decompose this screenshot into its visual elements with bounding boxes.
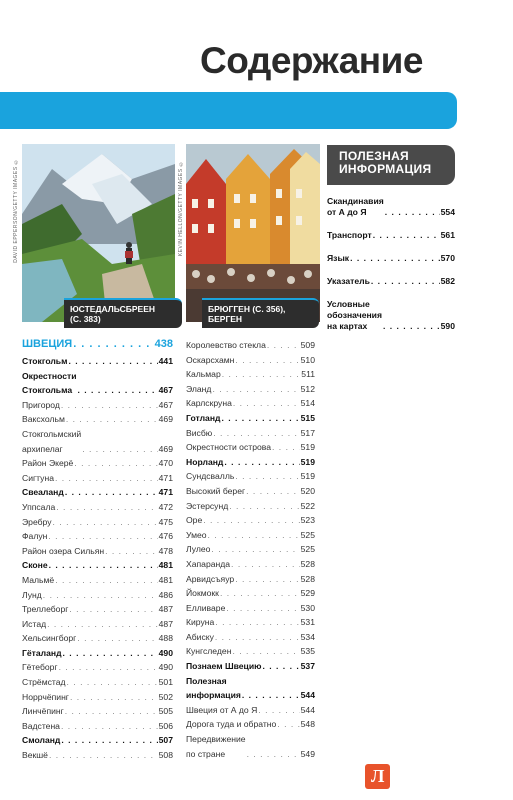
toc-entry-page: 511 [301, 369, 315, 380]
toc-leader-dots [68, 354, 157, 369]
toc-entry-label: Гётеборг [22, 662, 58, 673]
toc-entry [186, 426, 315, 441]
toc-entry [22, 485, 173, 500]
toc-entry [186, 586, 315, 601]
toc-entry [186, 411, 315, 426]
toc-leader-dots [105, 544, 158, 559]
glacier-photo [22, 144, 175, 322]
toc-entry [327, 276, 455, 287]
toc-column-middle [186, 338, 315, 761]
toc-entry [22, 646, 173, 661]
toc-leader-dots [226, 601, 299, 616]
toc-entry-page: 582 [440, 276, 455, 286]
toc-leader-dots [203, 513, 299, 528]
toc-entry-label: Готланд [186, 412, 221, 423]
toc-leader-dots [350, 253, 440, 264]
toc-entry [186, 396, 315, 411]
toc-entry-label: Эстерсунд [186, 500, 229, 511]
toc-entry-page: 537 [300, 661, 315, 672]
toc-entry [186, 353, 315, 368]
toc-entry-page: 478 [158, 545, 173, 556]
toc-entry-page: 490 [158, 662, 173, 673]
toc-leader-dots [383, 321, 440, 332]
toc-entry-label: Полезная информация [186, 675, 241, 701]
toc-entry-page: 481 [158, 560, 173, 571]
toc-entry [186, 513, 315, 528]
toc-entry-page: 548 [300, 719, 315, 730]
photo-credit-left: DAVID EPPERSON/GETTY IMAGES © [13, 158, 19, 263]
toc-entry [327, 299, 455, 332]
toc-leader-dots [231, 557, 300, 572]
toc-leader-dots [235, 572, 299, 587]
toc-leader-dots [66, 412, 158, 427]
toc-entry [186, 469, 315, 484]
toc-entry-page: 490 [158, 647, 173, 658]
toc-entry [186, 732, 315, 761]
toc-entry-label: Истад [22, 618, 47, 629]
toc-leader-dots [53, 515, 158, 530]
toc-entry [186, 659, 315, 674]
toc-entry-label: Район озера Сильян [22, 545, 105, 556]
toc-entry-page: 514 [300, 398, 315, 409]
toc-entry-label: Стрёмстад [22, 677, 66, 688]
toc-entry-label: Стокгольмский архипелаг [22, 428, 82, 454]
toc-entry-page: 530 [300, 602, 315, 613]
toc-leader-dots [61, 398, 158, 413]
toc-leader-dots [48, 529, 157, 544]
toc-entry-label: Сундсвалль [186, 471, 235, 482]
toc-entry-page: 471 [158, 487, 173, 498]
bryggen-photo [186, 144, 320, 322]
toc-leader-dots [56, 500, 157, 515]
toc-leader-dots [373, 230, 440, 241]
toc-entry-label: Познаем Швецию [186, 661, 262, 672]
toc-entry-label: Передвижение по стране [186, 734, 246, 759]
toc-leader-dots [212, 382, 299, 397]
toc-entry [186, 455, 315, 470]
toc-entry-label: Йокмокк [186, 588, 219, 599]
toc-entry-label: Лулео [186, 544, 211, 555]
toc-entry-label: Оскарсхамн [186, 354, 235, 365]
toc-entry-page: 544 [300, 704, 315, 715]
toc-entry-page: 570 [440, 253, 455, 263]
toc-entry [327, 196, 455, 218]
toc-entry-page: 507 [158, 735, 173, 746]
toc-entry-label: Елливаре [186, 602, 226, 613]
toc-entry-page: 476 [158, 531, 173, 542]
toc-entry-label: Окрестности острова [186, 442, 272, 453]
toc-entry-page: 529 [300, 588, 315, 599]
toc-entry-label: Линчёпинг [22, 706, 64, 717]
toc-entry-label: Королевство стекла [186, 340, 266, 350]
toc-leader-dots [59, 660, 158, 675]
toc-entry-page: 467 [158, 399, 173, 410]
toc-entry-page: 519 [300, 456, 315, 467]
toc-leader-dots [43, 588, 158, 603]
toc-entry [186, 615, 315, 630]
toc-entry [22, 354, 173, 369]
toc-entry [186, 484, 315, 499]
toc-entry-label: Транспорт [327, 230, 372, 240]
toc-entry-page: 469 [158, 443, 173, 454]
useful-info-tab-label: ПОЛЕЗНАЯ ИНФОРМАЦИЯ [339, 149, 432, 176]
toc-leader-dots [82, 442, 157, 457]
toc-entry [186, 367, 315, 382]
toc-entry [22, 529, 173, 544]
toc-entry-label: Хельсингборг [22, 633, 77, 644]
toc-leader-dots [221, 411, 299, 426]
toc-entry [22, 515, 173, 530]
toc-entry-label: Язык [327, 253, 350, 263]
toc-entry-label: Сконе [22, 560, 48, 571]
toc-entry [186, 382, 315, 397]
toc-entry-label: Абиску [186, 631, 214, 642]
toc-entry-page: 528 [300, 573, 315, 584]
toc-entry-label: Висбю [186, 427, 213, 438]
toc-entry-page: 561 [440, 230, 455, 240]
toc-entry [22, 558, 173, 573]
toc-leader-dots [258, 703, 299, 718]
toc-entry-page: 531 [300, 617, 315, 628]
toc-entry-label: Норрчёпинг [22, 691, 69, 702]
toc-entry [186, 557, 315, 572]
toc-entry-page: 486 [158, 589, 173, 600]
toc-entry [186, 601, 315, 616]
toc-entry-label: Уппсала [22, 501, 56, 512]
toc-entry [22, 427, 173, 456]
toc-entry-label: Стокгольм [22, 356, 68, 366]
toc-leader-dots [211, 542, 299, 557]
toc-entry-page: 517 [300, 427, 315, 438]
toc-entry-page: 467 [158, 385, 173, 396]
toc-leader-dots [208, 528, 300, 543]
toc-leader-dots [235, 353, 299, 368]
toc-entry-page: 441 [158, 356, 173, 366]
toc-entry-label: Свеаланд [22, 487, 64, 498]
toc-entry-label: Норланд [186, 456, 224, 467]
toc-entry-label: Хапаранда [186, 558, 231, 569]
toc-leader-dots [262, 659, 299, 674]
toc-entry-page: 512 [300, 383, 315, 394]
toc-leader-dots [246, 484, 300, 499]
toc-entry-page: 523 [300, 515, 315, 526]
toc-entry-page: 438 [154, 338, 173, 350]
caption-left-text: ЮСТЕДАЛЬСБРЕЕН (С. 383) [70, 304, 155, 324]
toc-entry-page: 554 [440, 207, 455, 217]
toc-entry [22, 617, 173, 632]
toc-entry [22, 573, 173, 588]
toc-entry-label: Вадстена [22, 720, 60, 731]
toc-leader-dots [233, 396, 300, 411]
header-accent-bar [0, 92, 457, 129]
toc-entry-page: 502 [158, 691, 173, 702]
toc-entry-label: Эланд [186, 383, 212, 394]
toc-entry-label: Эребру [22, 516, 52, 527]
toc-entry-page: 520 [300, 485, 315, 496]
toc-entry-label: Арвидсъяур [186, 573, 235, 584]
toc-entry-page: 487 [158, 604, 173, 615]
toc-entry-label: Мальмё [22, 574, 55, 585]
toc-entry [22, 336, 173, 352]
toc-entry-page: 519 [300, 442, 315, 453]
toc-leader-dots [215, 630, 300, 645]
toc-entry-page: 501 [158, 677, 173, 688]
toc-entry-page: 510 [300, 354, 315, 365]
toc-leader-dots [70, 690, 158, 705]
labirint-logo-icon: Л [365, 764, 390, 789]
toc-leader-dots [385, 207, 440, 218]
toc-entry-label: Умео [186, 529, 207, 540]
toc-entry-page: 472 [158, 501, 173, 512]
toc-entry-page: 534 [300, 631, 315, 642]
toc-entry [186, 674, 315, 703]
toc-leader-dots [61, 733, 157, 748]
toc-entry-label: Дорога туда и обратно [186, 719, 277, 730]
toc-entry-page: 481 [158, 574, 173, 585]
toc-entry [22, 690, 173, 705]
toc-entry-label: Оре [186, 515, 203, 526]
toc-entry-label: Фалун [22, 531, 48, 542]
toc-entry-label: Лунд [22, 589, 42, 600]
toc-leader-dots [232, 644, 299, 659]
toc-leader-dots [65, 485, 158, 500]
toc-leader-dots [49, 748, 158, 763]
toc-leader-dots [267, 338, 300, 353]
toc-entry-page: 488 [158, 633, 173, 644]
toc-entry-label: Сигтуна [22, 472, 54, 483]
toc-entry [22, 602, 173, 617]
toc-leader-dots [220, 586, 300, 601]
toc-entry [22, 719, 173, 734]
toc-entry [186, 542, 315, 557]
toc-entry-label: Указатель [327, 276, 370, 286]
toc-entry-page: 508 [158, 750, 173, 761]
toc-entry [186, 499, 315, 514]
caption-jostedalsbreen [64, 298, 182, 328]
toc-column-useful-info [327, 196, 455, 344]
toc-leader-dots [55, 471, 158, 486]
toc-entry [186, 630, 315, 645]
toc-leader-dots [67, 675, 158, 690]
toc-entry-page: 522 [300, 500, 315, 511]
toc-entry [186, 528, 315, 543]
useful-info-tab [327, 145, 455, 185]
toc-leader-dots [61, 719, 158, 734]
toc-entry-page: 509 [300, 340, 315, 350]
toc-entry [327, 253, 455, 264]
toc-entry-page: 544 [300, 690, 315, 701]
toc-leader-dots [74, 456, 157, 471]
toc-entry-label: Кируна [186, 617, 215, 628]
toc-entry [327, 230, 455, 241]
toc-leader-dots [49, 558, 158, 573]
toc-leader-dots [73, 336, 153, 352]
toc-entry-label: ШВЕЦИЯ [22, 338, 73, 350]
toc-entry-label: Кунгследен [186, 646, 232, 657]
toc-leader-dots [229, 499, 299, 514]
toc-entry-page: 590 [440, 321, 455, 331]
toc-entry-page: 519 [300, 471, 315, 482]
photo-credit-right: KEVIN HELLON/GETTY IMAGES © [178, 160, 184, 257]
toc-entry [22, 660, 173, 675]
toc-entry [186, 644, 315, 659]
toc-leader-dots [277, 717, 299, 732]
toc-entry [186, 338, 315, 353]
toc-entry-page: 469 [158, 414, 173, 425]
toc-leader-dots [215, 615, 299, 630]
toc-entry-page: 471 [158, 472, 173, 483]
toc-entry-page: 475 [158, 516, 173, 527]
toc-entry [22, 471, 173, 486]
page-title: Содержание [200, 40, 423, 81]
toc-entry [186, 440, 315, 455]
toc-leader-dots [55, 573, 157, 588]
toc-entry [22, 412, 173, 427]
toc-leader-dots [242, 688, 300, 703]
toc-leader-dots [47, 617, 158, 632]
toc-entry-page: 470 [158, 458, 173, 469]
toc-entry-label: Скандинавия от А до Я [327, 196, 384, 217]
caption-bryggen [202, 298, 319, 328]
toc-entry-page: 528 [300, 558, 315, 569]
toc-entry [22, 588, 173, 603]
toc-entry-label: Карлскруна [186, 398, 232, 409]
toc-entry [22, 456, 173, 471]
toc-leader-dots [65, 704, 158, 719]
toc-leader-dots [222, 367, 301, 382]
toc-entry [22, 398, 173, 413]
toc-entry [22, 733, 173, 748]
toc-entry-label: Условные обозначения на картах [327, 299, 382, 331]
caption-right-text: БРЮГГЕН (С. 356), БЕРГЕН [208, 304, 286, 324]
toc-entry-label: Смоланд [22, 735, 61, 746]
toc-entry-label: Векшё [22, 750, 48, 761]
toc-leader-dots [69, 602, 157, 617]
toc-entry [22, 369, 173, 398]
toc-entry [186, 572, 315, 587]
toc-leader-dots [272, 440, 300, 455]
toc-entry [22, 544, 173, 559]
toc-leader-dots [78, 383, 158, 398]
toc-entry [22, 748, 173, 763]
toc-leader-dots [371, 276, 440, 287]
toc-entry [22, 500, 173, 515]
toc-entry [22, 704, 173, 719]
toc-entry-page: 549 [300, 748, 315, 759]
toc-entry-label: Треллеборг [22, 604, 69, 615]
toc-entry-page: 535 [300, 646, 315, 657]
toc-entry [186, 717, 315, 732]
toc-entry-page: 506 [158, 720, 173, 731]
toc-entry-page: 525 [300, 529, 315, 540]
toc-leader-dots [247, 747, 300, 762]
toc-entry [22, 631, 173, 646]
toc-column-sweden [22, 336, 173, 763]
toc-leader-dots [63, 646, 158, 661]
toc-leader-dots [235, 469, 299, 484]
toc-leader-dots [213, 426, 299, 441]
toc-entry [22, 675, 173, 690]
toc-entry [186, 703, 315, 718]
toc-entry-page: 487 [158, 618, 173, 629]
toc-entry-page: 525 [300, 544, 315, 555]
toc-entry-label: Окрестности Стокгольма [22, 370, 77, 396]
toc-entry-label: Пригород [22, 399, 60, 410]
toc-leader-dots [224, 455, 299, 470]
toc-entry-label: Швеция от А до Я [186, 704, 258, 715]
toc-entry-label: Район Экерё [22, 458, 74, 469]
toc-entry-page: 505 [158, 706, 173, 717]
toc-entry-label: Высокий берег [186, 485, 246, 496]
toc-entry-page: 515 [300, 412, 315, 423]
toc-leader-dots [77, 631, 157, 646]
toc-entry-label: Ваксхольм [22, 414, 65, 425]
toc-entry-label: Гёталанд [22, 647, 62, 658]
toc-entry-label: Кальмар [186, 369, 221, 380]
